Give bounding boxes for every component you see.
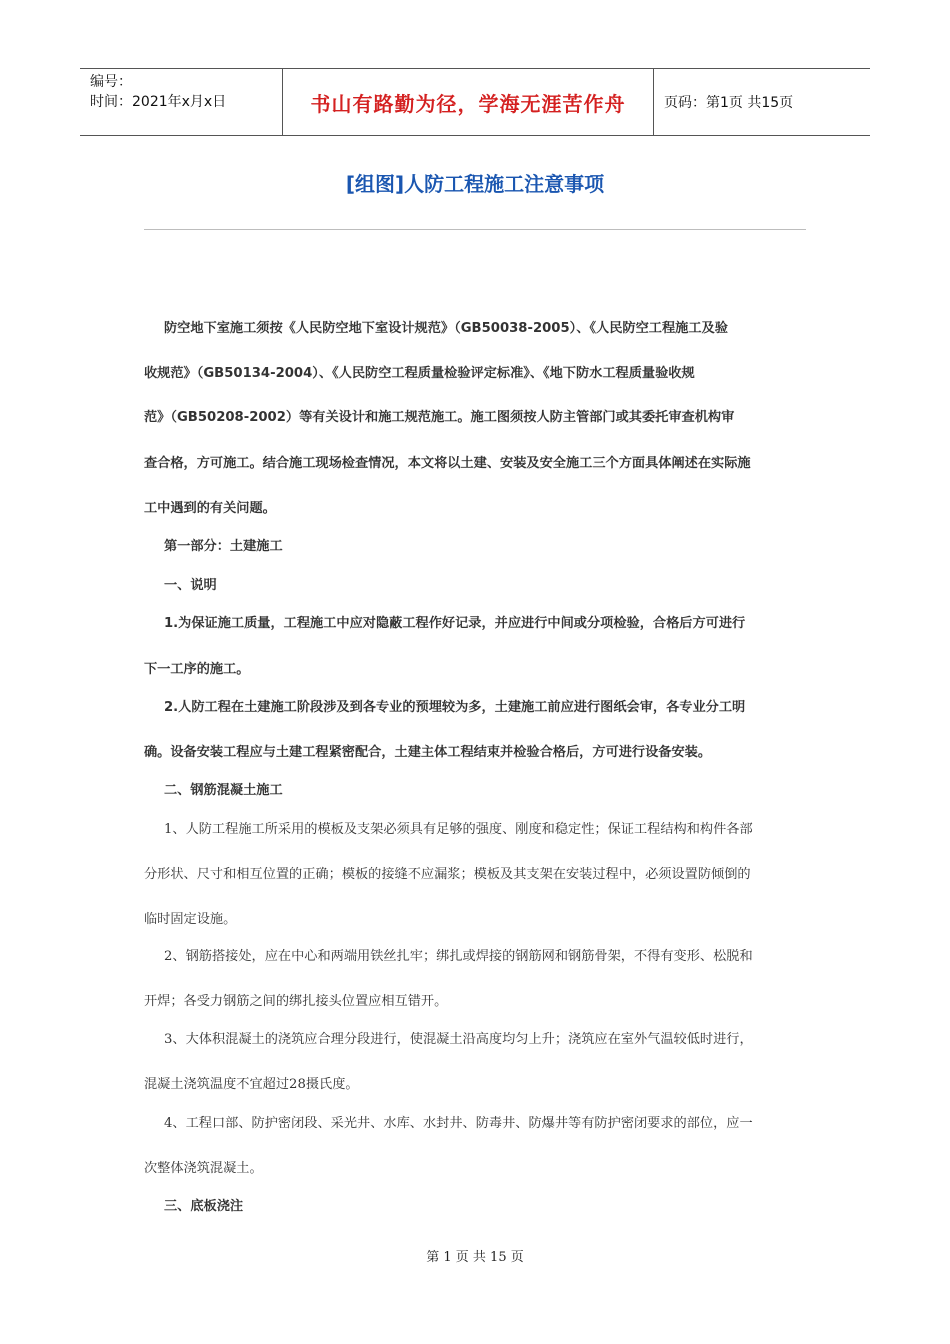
body-line: 1.为保证施工质量，工程施工中应对隐蔽工程作好记录，并应进行中间或分项检验，合格后方可进行 [164,616,746,631]
section-heading: 第一部分：土建施工 [164,539,283,554]
subsection-heading: 二、钢筋混凝土施工 [164,783,283,798]
time-label: 时间：2021年x月x日 [90,94,227,110]
subsection-heading: 一、说明 [164,578,217,593]
header-meta [80,69,282,135]
body-line: 确。设备安装工程应与土建工程紧密配合，土建主体工程结束并检验合格后，方可进行设备安装。 [144,745,712,760]
title-divider [144,229,806,230]
header-page-info: 页码：第1页 共15页 [664,95,794,111]
body-line: 混凝土浇筑温度不宜超过28摄氏度。 [144,1077,359,1092]
body-line: 开焊；各受力钢筋之间的绑扎接头位置应相互错开。 [144,994,448,1009]
subsection-heading: 三、底板浇注 [164,1199,244,1214]
body-line: 2.人防工程在土建施工阶段涉及到各专业的预埋较为多，土建施工前应进行图纸会审，各专业分工明 [164,700,746,715]
body-line: 下一工序的施工。 [144,662,250,677]
body-line: 3、大体积混凝土的浇筑应合理分段进行，使混凝土沿高度均匀上升；浇筑应在室外气温较低时进行， [164,1032,753,1047]
body-line: 2、钢筋搭接处，应在中心和两端用铁丝扎牢；绑扎或焊接的钢筋网和钢筋骨架，不得有变形、松脱和 [164,949,753,964]
body-line: 收规范》（GB50134-2004）、《人民防空工程质量检验评定标准》、《地下防水工程质量验收规 [144,366,695,381]
number-label: 编号： [90,74,132,90]
document-title: [组图]人防工程施工注意事项 [345,172,605,196]
body-line: 4、工程口部、防护密闭段、采光井、水库、水封井、防毒井、防爆井等有防护密闭要求的部位，应一 [164,1116,753,1131]
header-motto: 书山有路勤为径，学海无涯苦作舟 [282,69,654,135]
document-header [80,68,870,136]
body-line: 分形状、尺寸和相互位置的正确；模板的接缝不应漏浆；模板及其支架在安装过程中，必须设置防倾倒的 [144,867,751,882]
body-line: 范》（GB50208-2002）等有关设计和施工规范施工。施工图须按人防主管部门或其委托审查机构审 [144,410,735,425]
body-line: 工中遇到的有关问题。 [144,501,276,516]
body-line: 1、人防工程施工所采用的模板及支架必须具有足够的强度、刚度和稳定性；保证工程结构和构件各部 [164,822,753,837]
body-line: 防空地下室施工须按《人民防空地下室设计规范》（GB50038-2005）、《人民防空工程施工及验 [164,321,728,336]
body-line: 临时固定设施。 [144,912,237,927]
page-footer: 第 1 页 共 15 页 [426,1250,524,1265]
body-line: 查合格，方可施工。结合施工现场检查情况，本文将以土建、安装及安全施工三个方面具体阐述在实际施 [144,456,751,471]
body-line: 次整体浇筑混凝土。 [144,1161,263,1176]
